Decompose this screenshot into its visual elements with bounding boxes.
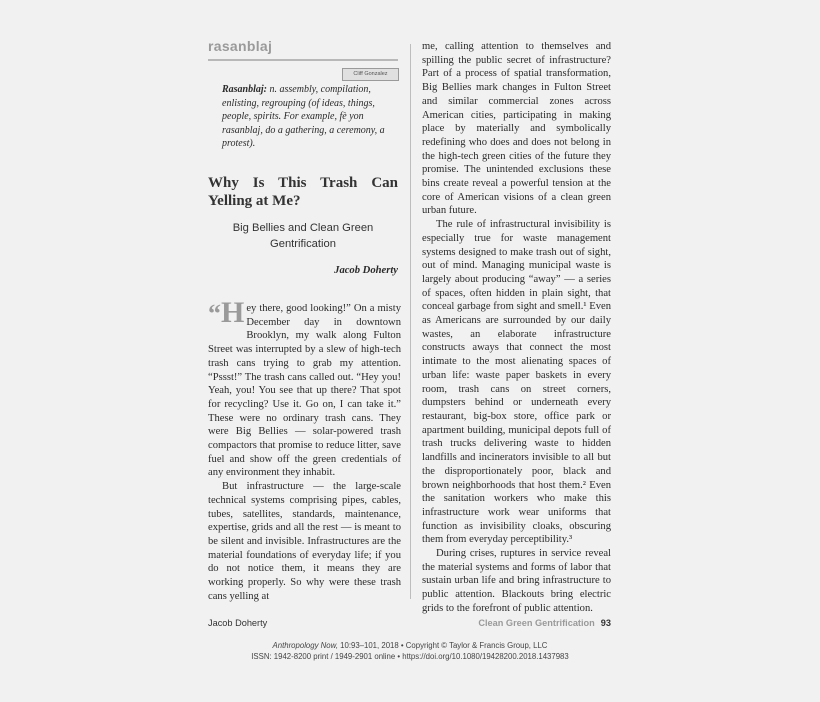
paragraph-1-text: ey there, good looking!” On a misty December day in downtown Brooklyn, my walk along Fulton Street was interrupted by a slew of high-tech trash cans trying to grab my attention. “Pssst!” The trash cans called out. “Hey you! Yeah, you! You see that up there? That spot for recycling? Use it. Go on, I can take it.” These were no ordinary trash cans. They were Big Bellies — solar-powered trash compactors that promise to reduce litter, save fuel and show off the green credentials of any environment they inhabit. [208,303,401,479]
footer-running-head [420,618,611,628]
body-text-left [208,296,401,603]
journal-name: Anthropology Now, [272,641,338,650]
paragraph-2: But infrastructure — the large-scale technical systems comprising pipes, cables, tubes, satellites, standards, maintenance, expertise, grids and all the rest — is meant to be silent and invisible. Infrastructures are the material foundations of everyday life; if you do not notice them, it means they are working properly. So why were these trash cans yelling at [208,481,401,602]
left-column [208,38,401,602]
paragraph-5: During crises, ruptures in service reveal the material systems and forms of labor that sustain urban life and bring infrastructure to public attention. Blackouts bring electric grids to the forefront of public attention. [422,548,611,614]
definition-box [222,83,400,151]
section-brand: rasanblaj [208,38,273,54]
article-title: Why Is This Trash Can Yelling at Me? [208,175,398,209]
citation-line-2: ISSN: 1942-8200 print / 1949-2901 online • https://doi.org/10.1080/19428200.2018.1437983 [251,652,569,661]
article-subtitle: Big Bellies and Clean Green Gentrification [232,222,374,250]
column-divider [410,44,411,599]
drop-cap-quote: “ [208,299,221,328]
drop-cap [208,296,245,333]
paragraph-3: me, calling attention to themselves and spilling the public secret of infrastructure? Part of a process of spatial transformation, Big Bellies mark changes in Fulton Street and similar commercial zones across American cities, participating in making place by materially and symbolically redefining who does and does not belong in the high-tech green cities of the future they promise. The unintended exclusions these bins create reveal a powerful tension at the core of American visions of a clean green urban future. [422,41,611,217]
drop-cap-letter: H [221,296,245,329]
publisher-logo: Cliff Gonzalez [342,68,399,81]
definition-text: n. assembly, compilation, enlisting, regrouping (of ideas, things, people, spirits. For example, fè yon rasanblaj, do a gathering, a ceremony, a protest). [222,84,385,150]
footer-author: Jacob Doherty [208,618,268,628]
citation-line-1 [160,640,660,651]
paragraph-1 [208,296,401,480]
definition-term: Rasanblaj: [222,84,268,95]
right-column [422,40,611,616]
section-rule [208,59,398,61]
citation-block [160,640,660,662]
article-author: Jacob Doherty [334,265,398,276]
running-title: Clean Green Gentrification [478,618,595,628]
citation-details: 10:93–101, 2018 • Copyright © Taylor & Francis Group, LLC [338,641,548,650]
paragraph-4: The rule of infrastructural invisibility is especially true for waste management systems designed to make trash out of sight, out of mind. Managing municipal waste is largely about producing “away” — a series of spaces, often hidden in plain sight, that conceal garbage from sight and smell.¹ Even as Americans are surrounded by our daily wastes, an elaborate infrastructure constructs aways that connect the most intimate to the most alienating spaces of urban life: waste paper baskets in every room, trash cans on street corners, dumpsters behind or underneath every restaurant, big-box store, office park or apartment building, municipal depots full of trash trucks delivering waste to hidden landfills and incinerators invisible to all but the disproportionately poor, black and brown neighborhoods that host them.² Even the sanitation workers who make this infrastructure work wear uniforms that function as invisibility cloaks, obscuring them from everyday perceptibility.³ [422,219,611,546]
page-number: 93 [600,618,611,628]
